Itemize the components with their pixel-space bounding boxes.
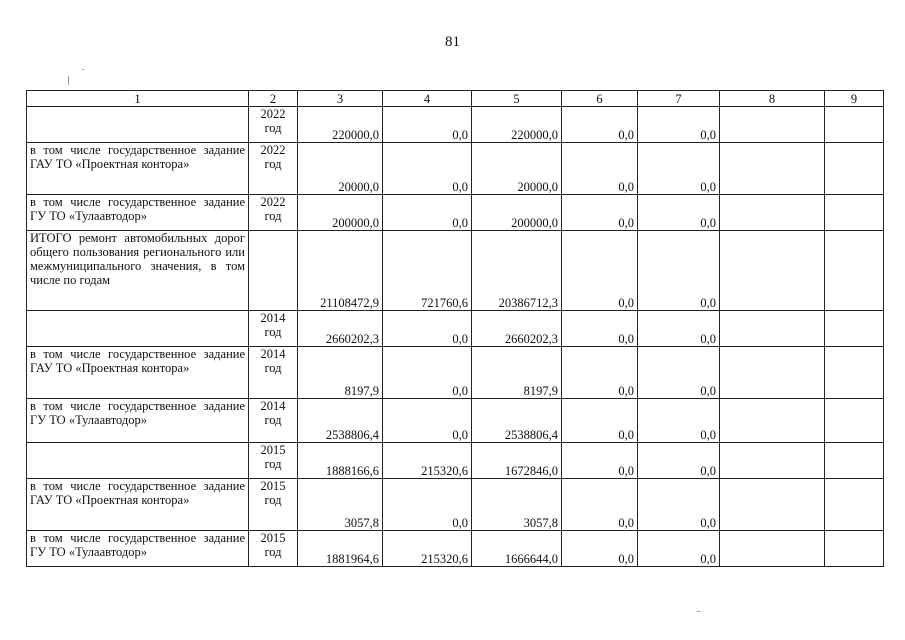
cell-col-7: 0,0 xyxy=(638,195,720,231)
cell-col-4: 721760,6 xyxy=(383,231,472,311)
table-row xyxy=(27,443,884,479)
cell-col-5: 3057,8 xyxy=(472,479,562,531)
cell-col-7: 0,0 xyxy=(638,311,720,347)
cell-col-4: 215320,6 xyxy=(383,531,472,567)
cell-col-5: 20000,0 xyxy=(472,143,562,195)
cell-col-6: 0,0 xyxy=(562,231,638,311)
row-description xyxy=(27,107,249,143)
cell-col-9 xyxy=(825,195,884,231)
cell-col-7: 0,0 xyxy=(638,347,720,399)
cell-col-8 xyxy=(720,443,825,479)
cell-col-5: 2660202,3 xyxy=(472,311,562,347)
cell-col-3: 2660202,3 xyxy=(298,311,383,347)
row-description: в том числе государственное задание ГУ ТО «Тулаавтодор» xyxy=(27,195,249,231)
cell-col-7: 0,0 xyxy=(638,231,720,311)
table-row xyxy=(27,195,884,231)
table-row xyxy=(27,143,884,195)
table-row xyxy=(27,531,884,567)
column-header-9: 9 xyxy=(825,91,884,107)
table-row xyxy=(27,399,884,443)
cell-col-4: 0,0 xyxy=(383,143,472,195)
cell-col-9 xyxy=(825,531,884,567)
column-header-4: 4 xyxy=(383,91,472,107)
cell-col-6: 0,0 xyxy=(562,143,638,195)
cell-col-3: 20000,0 xyxy=(298,143,383,195)
cell-col-6: 0,0 xyxy=(562,107,638,143)
cell-col-9 xyxy=(825,443,884,479)
scan-speck xyxy=(697,611,700,612)
column-header-1: 1 xyxy=(27,91,249,107)
cell-col-7: 0,0 xyxy=(638,479,720,531)
cell-col-5: 2538806,4 xyxy=(472,399,562,443)
cell-col-8 xyxy=(720,311,825,347)
cell-col-5: 1672846,0 xyxy=(472,443,562,479)
cell-col-6: 0,0 xyxy=(562,311,638,347)
column-header-6: 6 xyxy=(562,91,638,107)
row-year: 2014 год xyxy=(249,347,298,399)
cell-col-3: 1881964,6 xyxy=(298,531,383,567)
cell-col-9 xyxy=(825,107,884,143)
page-number: 81 xyxy=(445,34,460,50)
cell-col-5: 1666644,0 xyxy=(472,531,562,567)
row-description xyxy=(27,443,249,479)
table-row xyxy=(27,311,884,347)
budget-table xyxy=(26,90,884,567)
cell-col-3: 8197,9 xyxy=(298,347,383,399)
column-header-3: 3 xyxy=(298,91,383,107)
cell-col-8 xyxy=(720,195,825,231)
scan-speck xyxy=(68,76,69,85)
column-header-2: 2 xyxy=(249,91,298,107)
cell-col-6: 0,0 xyxy=(562,195,638,231)
cell-col-5: 220000,0 xyxy=(472,107,562,143)
cell-col-4: 0,0 xyxy=(383,347,472,399)
cell-col-9 xyxy=(825,231,884,311)
cell-col-7: 0,0 xyxy=(638,107,720,143)
cell-col-9 xyxy=(825,143,884,195)
table-row xyxy=(27,347,884,399)
cell-col-9 xyxy=(825,399,884,443)
row-year xyxy=(249,231,298,311)
cell-col-5: 200000,0 xyxy=(472,195,562,231)
cell-col-6: 0,0 xyxy=(562,399,638,443)
table-row xyxy=(27,107,884,143)
cell-col-3: 2538806,4 xyxy=(298,399,383,443)
cell-col-7: 0,0 xyxy=(638,143,720,195)
row-year: 2014 год xyxy=(249,399,298,443)
cell-col-8 xyxy=(720,107,825,143)
cell-col-7: 0,0 xyxy=(638,443,720,479)
cell-col-8 xyxy=(720,231,825,311)
cell-col-5: 20386712,3 xyxy=(472,231,562,311)
cell-col-6: 0,0 xyxy=(562,479,638,531)
cell-col-5: 8197,9 xyxy=(472,347,562,399)
cell-col-9 xyxy=(825,479,884,531)
scan-speck xyxy=(82,69,84,70)
row-year: 2014 год xyxy=(249,311,298,347)
row-year: 2015 год xyxy=(249,443,298,479)
cell-col-6: 0,0 xyxy=(562,443,638,479)
column-header-8: 8 xyxy=(720,91,825,107)
row-description: в том числе государственное задание ГАУ ТО «Проектная контора» xyxy=(27,479,249,531)
cell-col-8 xyxy=(720,479,825,531)
table-row xyxy=(27,479,884,531)
cell-col-4: 0,0 xyxy=(383,107,472,143)
row-year: 2022 год xyxy=(249,107,298,143)
cell-col-9 xyxy=(825,311,884,347)
cell-col-6: 0,0 xyxy=(562,531,638,567)
row-year: 2022 год xyxy=(249,143,298,195)
row-description: в том числе государственное задание ГАУ ТО «Проектная контора» xyxy=(27,347,249,399)
cell-col-8 xyxy=(720,531,825,567)
cell-col-6: 0,0 xyxy=(562,347,638,399)
cell-col-3: 3057,8 xyxy=(298,479,383,531)
row-description: в том числе государственное задание ГАУ ТО «Проектная контора» xyxy=(27,143,249,195)
row-year: 2015 год xyxy=(249,531,298,567)
cell-col-3: 220000,0 xyxy=(298,107,383,143)
cell-col-9 xyxy=(825,347,884,399)
cell-col-4: 0,0 xyxy=(383,399,472,443)
row-description: ИТОГО ремонт автомобильных дорог общего пользования регионального или межмуниципального значения, в том числе по годам xyxy=(27,231,249,311)
cell-col-8 xyxy=(720,399,825,443)
cell-col-4: 0,0 xyxy=(383,195,472,231)
cell-col-4: 0,0 xyxy=(383,311,472,347)
cell-col-4: 215320,6 xyxy=(383,443,472,479)
cell-col-4: 0,0 xyxy=(383,479,472,531)
row-description: в том числе государственное задание ГУ ТО «Тулаавтодор» xyxy=(27,399,249,443)
column-header-5: 5 xyxy=(472,91,562,107)
column-header-7: 7 xyxy=(638,91,720,107)
row-description xyxy=(27,311,249,347)
cell-col-3: 21108472,9 xyxy=(298,231,383,311)
row-description: в том числе государственное задание ГУ ТО «Тулаавтодор» xyxy=(27,531,249,567)
cell-col-8 xyxy=(720,347,825,399)
cell-col-7: 0,0 xyxy=(638,399,720,443)
cell-col-7: 0,0 xyxy=(638,531,720,567)
table-row xyxy=(27,231,884,311)
row-year: 2015 год xyxy=(249,479,298,531)
cell-col-3: 1888166,6 xyxy=(298,443,383,479)
cell-col-8 xyxy=(720,143,825,195)
row-year: 2022 год xyxy=(249,195,298,231)
header-row xyxy=(27,91,884,107)
cell-col-3: 200000,0 xyxy=(298,195,383,231)
